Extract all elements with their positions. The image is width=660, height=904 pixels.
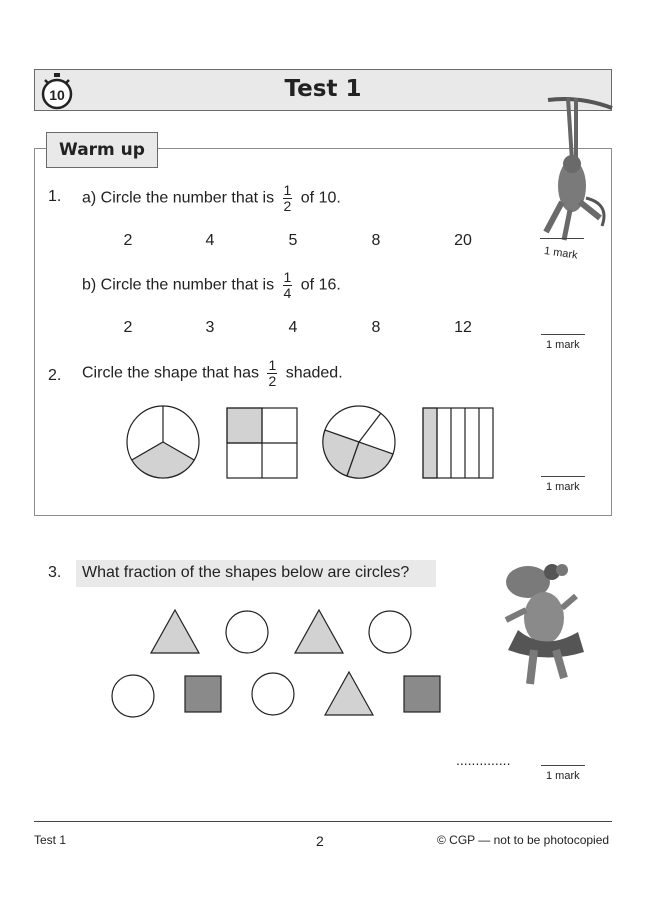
question-2-number: 2. — [48, 367, 62, 384]
q1a-option[interactable]: 5 — [288, 232, 298, 249]
mark-line — [541, 476, 585, 477]
mark-line — [540, 238, 584, 239]
triangle-shape — [325, 672, 373, 715]
q2-prefix: Circle the shape that has — [82, 364, 259, 382]
square-shape — [404, 676, 440, 712]
q1a-prefix: a) Circle the number that is — [82, 189, 275, 207]
hippo-illustration — [500, 560, 590, 693]
q1b-option[interactable]: 3 — [205, 319, 215, 336]
timer-minutes: 10 — [49, 87, 65, 103]
mark-line — [541, 765, 585, 766]
q3-answer-field[interactable]: .............. — [456, 752, 511, 768]
q1b-option[interactable]: 4 — [288, 319, 298, 336]
fraction-one-half: $\frac{1}{2}$ — [268, 357, 277, 389]
circle-shape — [369, 611, 411, 653]
section-heading: Warm up — [46, 132, 158, 168]
q1a-suffix: of 10. — [300, 189, 341, 207]
test-header — [34, 69, 612, 111]
triangle-shape — [151, 610, 199, 653]
question-1b-text — [82, 270, 341, 301]
circle-thirds-shape[interactable] — [127, 406, 199, 478]
monkey-illustration — [540, 86, 615, 261]
copyright-notice: © CGP — not to be photocopied — [437, 833, 610, 847]
q1a-option[interactable]: 8 — [371, 232, 381, 249]
question-2-text — [82, 358, 343, 389]
circle-shape — [226, 611, 268, 653]
q1a-option[interactable]: 2 — [123, 232, 133, 249]
rectangle-strips-shape[interactable] — [423, 408, 493, 478]
footer-divider — [34, 821, 612, 822]
square-quarters-shape[interactable] — [227, 408, 297, 478]
circle-quarters-shape[interactable] — [323, 406, 395, 478]
q1b-option[interactable]: 2 — [123, 319, 133, 336]
q3-shapes — [150, 608, 446, 723]
mark-label: 1 mark — [546, 339, 580, 351]
fraction-one-half: $\frac{1}{2}$ — [283, 182, 292, 214]
question-3-number: 3. — [48, 564, 62, 581]
footer-test-label: Test 1 — [34, 833, 67, 847]
q1a-option[interactable]: 20 — [454, 232, 472, 249]
q1b-option[interactable]: 8 — [371, 319, 381, 336]
q3-first-circle — [110, 673, 156, 724]
question-1a-text — [82, 183, 341, 214]
mark-line — [541, 334, 585, 335]
q1b-option[interactable]: 12 — [454, 319, 472, 336]
mark-label: 1 mark — [543, 245, 579, 262]
fraction-one-quarter: $\frac{1}{4}$ — [283, 269, 292, 301]
square-shape — [185, 676, 221, 712]
mark-label: 1 mark — [546, 770, 580, 782]
q2-shapes — [126, 404, 498, 485]
question-1-number: 1. — [48, 188, 62, 205]
page-title: Test 1 — [284, 76, 362, 102]
q1a-option[interactable]: 4 — [205, 232, 215, 249]
q2-suffix: shaded. — [285, 364, 343, 382]
q1b-prefix: b) Circle the number that is — [82, 276, 275, 294]
question-3-text: What fraction of the shapes below are circles? — [82, 564, 410, 581]
page-number: 2 — [316, 833, 324, 849]
mark-label: 1 mark — [546, 481, 580, 493]
circle-shape — [252, 673, 294, 715]
q1b-suffix: of 16. — [300, 276, 341, 294]
triangle-shape — [295, 610, 343, 653]
